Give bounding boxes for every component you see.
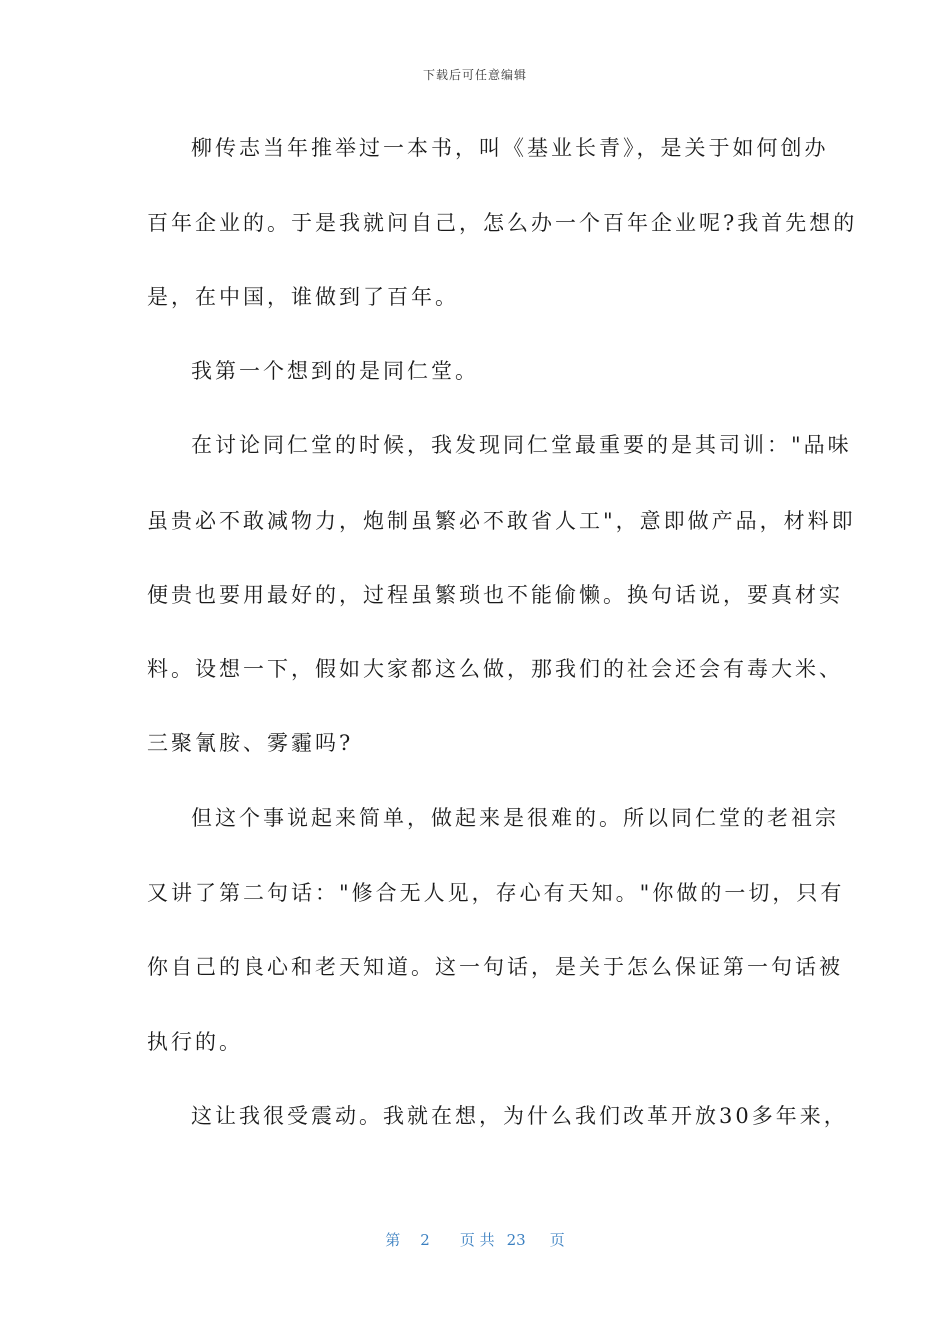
paragraph-line: 在讨论同仁堂的时候，我发现同仁堂最重要的是其司训："品味 <box>191 433 852 457</box>
paragraph-line: 我第一个想到的是同仁堂。 <box>191 359 479 383</box>
page-footer <box>0 1229 950 1250</box>
paragraph-line: 是，在中国，谁做到了百年。 <box>147 285 459 309</box>
paragraph-line: 这让我很受震动。我就在想，为什么我们改革开放30多年来， <box>191 1104 848 1128</box>
paragraph-line: 百年企业的。于是我就问自己，怎么办一个百年企业呢?我首先想的 <box>147 211 858 235</box>
paragraph-line: 便贵也要用最好的，过程虽繁琐也不能偷懒。换句话说，要真材实 <box>147 583 843 607</box>
paragraph-line: 虽贵必不敢减物力，炮制虽繁必不敢省人工"，意即做产品，材料即 <box>147 509 856 533</box>
footer-label-of: 页 共 <box>459 1231 495 1249</box>
paragraph-line: 你自己的良心和老天知道。这一句话，是关于怎么保证第一句话被 <box>147 955 843 979</box>
paragraph-line: 三聚氰胺、雾霾吗? <box>147 731 354 755</box>
footer-label-page: 第 <box>385 1231 401 1249</box>
total-pages-number: 23 <box>506 1231 526 1249</box>
paragraph-line: 又讲了第二句话："修合无人见，存心有天知。"你做的一切，只有 <box>147 881 845 905</box>
current-page-number: 2 <box>420 1231 430 1249</box>
paragraph-line: 但这个事说起来简单，做起来是很难的。所以同仁堂的老祖宗 <box>191 806 839 830</box>
paragraph-line: 料。设想一下，假如大家都这么做，那我们的社会还会有毒大米、 <box>147 657 843 681</box>
paragraph-line: 执行的。 <box>147 1030 243 1054</box>
footer-label-end: 页 <box>549 1231 565 1249</box>
page-header: 下载后可任意编辑 <box>422 68 527 82</box>
paragraph-line: 柳传志当年推举过一本书，叫《基业长青》，是关于如何创办 <box>191 136 829 160</box>
